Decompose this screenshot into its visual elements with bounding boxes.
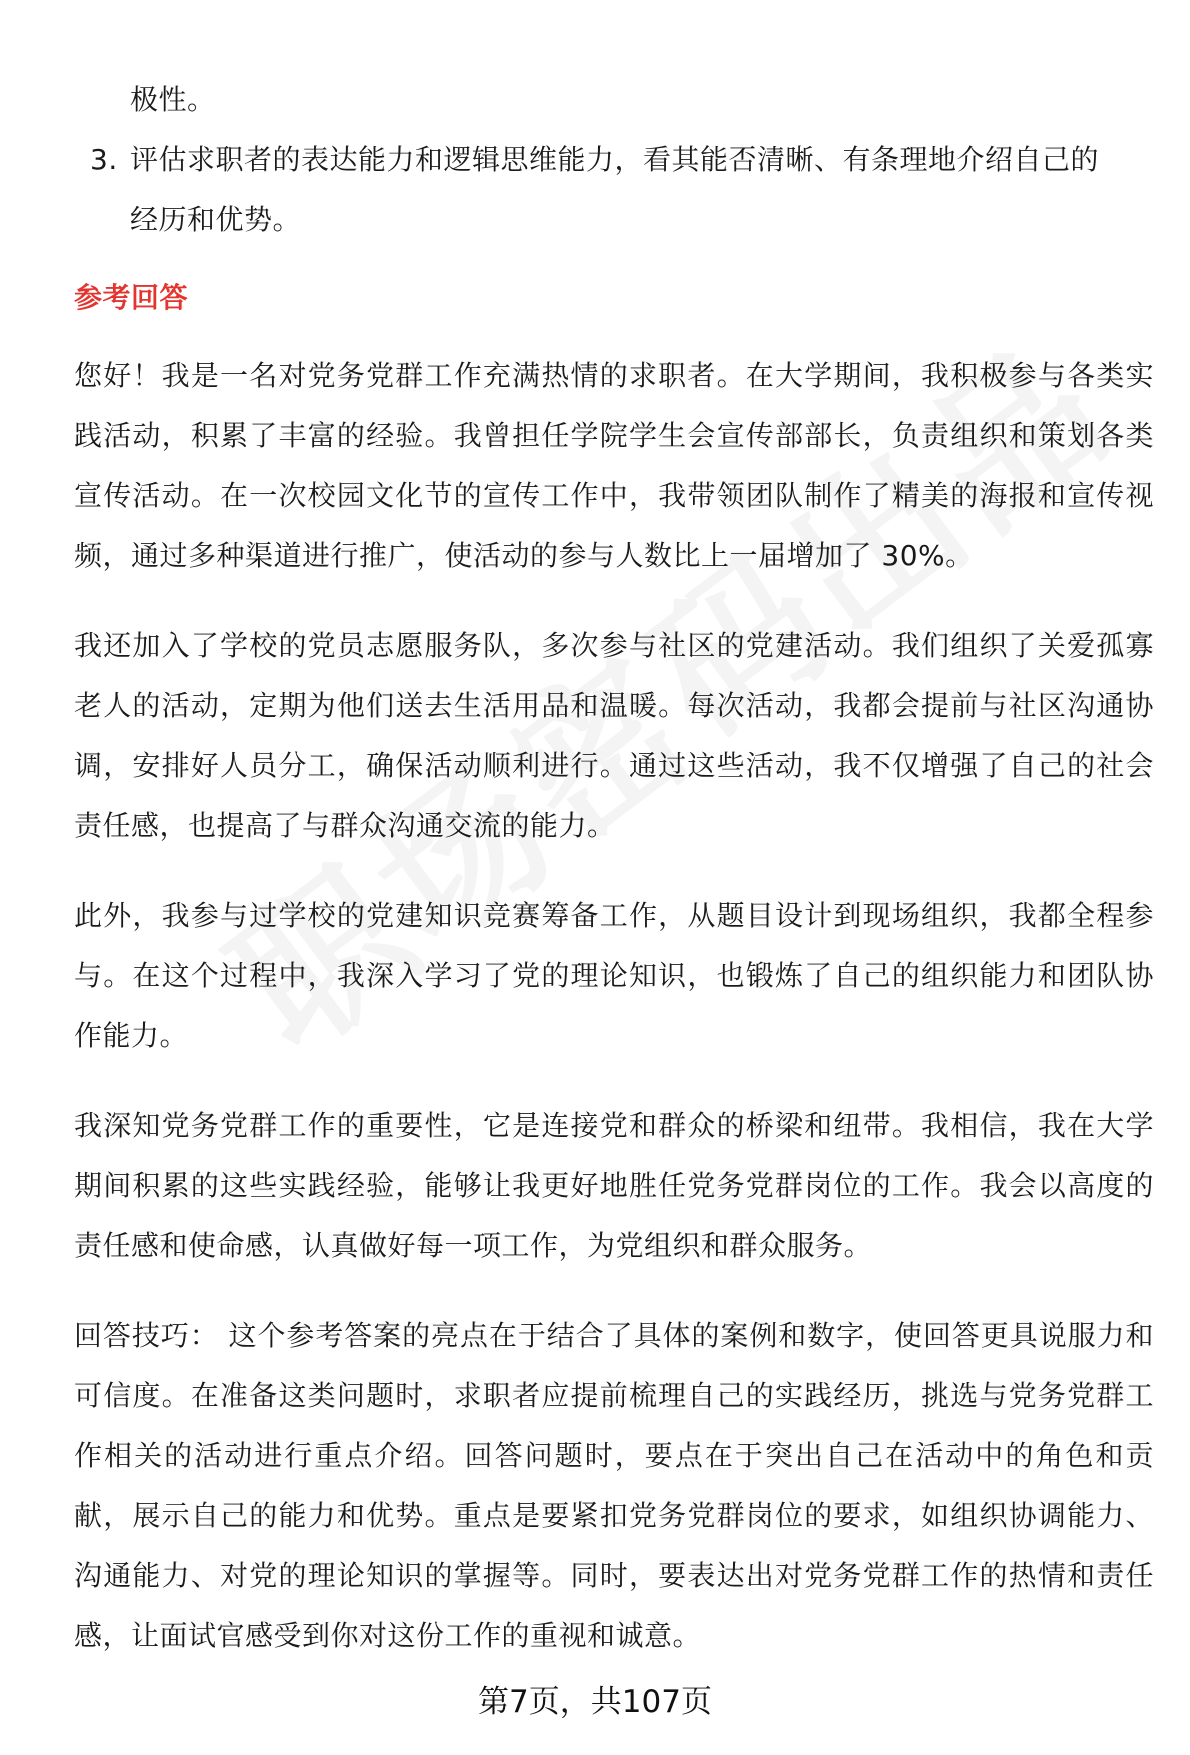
page-content	[74, 70, 1154, 1696]
paragraph-competition: 此外，我参与过学校的党建知识竞赛筹备工作，从题目设计到现场组织，我都全程参与。在这个过程中，我深入学习了党的理论知识，也锻炼了自己的组织能力和团队协作能力。	[74, 899, 1154, 1052]
list-item-line: 经历和优势。	[130, 203, 302, 236]
page-number: 第7页，共107页	[478, 1684, 712, 1720]
paragraph-volunteer: 我还加入了学校的党员志愿服务队，多次参与社区的党建活动。我们组织了关爱孤寡老人的活动，定期为他们送去生活用品和温暖。每次活动，我都会提前与社区沟通协调，安排好人员分工，确保活动顺利进行。通过这些活动，我不仅增强了自己的社会责任感，也提高了与群众沟通交流的能力。	[74, 629, 1154, 842]
list-item-continuation: 极性。	[130, 83, 216, 116]
section-heading: 参考回答	[74, 281, 189, 314]
paragraph-tips: 回答技巧： 这个参考答案的亮点在于结合了具体的案例和数字，使回答更具说服力和可信度。在准备这类问题时，求职者应提前梳理自己的实践经历，挑选与党务党群工作相关的活动进行重点介绍。回答问题时，要点在于突出自己在活动中的角色和贡献，展示自己的能力和优势。重点是要紧扣党务党群岗位的要求，如组织协调能力、沟通能力、对党的理论知识的掌握等。同时，要表达出对党务党群工作的热情和责任感，让面试官感受到你对这份工作的重视和诚意。	[74, 1319, 1154, 1652]
list-item-number: 3.	[90, 143, 118, 176]
list-item-3	[74, 130, 1154, 250]
paragraph-intro: 您好！我是一名对党务党群工作充满热情的求职者。在大学期间，我积极参与各类实践活动，积累了丰富的经验。我曾担任学院学生会宣传部部长，负责组织和策划各类宣传活动。在一次校园文化节的宣传工作中，我带领团队制作了精美的海报和宣传视频，通过多种渠道进行推广，使活动的参与人数比上一届增加了 30%。	[74, 359, 1154, 572]
list-item-line: 评估求职者的表达能力和逻辑思维能力，看其能否清晰、有条理地介绍自己的	[130, 143, 1100, 176]
paragraph-conclusion: 我深知党务党群工作的重要性，它是连接党和群众的桥梁和纽带。我相信，我在大学期间积累的这些实践经验，能够让我更好地胜任党务党群岗位的工作。我会以高度的责任感和使命感，认真做好每一项工作，为党组织和群众服务。	[74, 1109, 1154, 1262]
